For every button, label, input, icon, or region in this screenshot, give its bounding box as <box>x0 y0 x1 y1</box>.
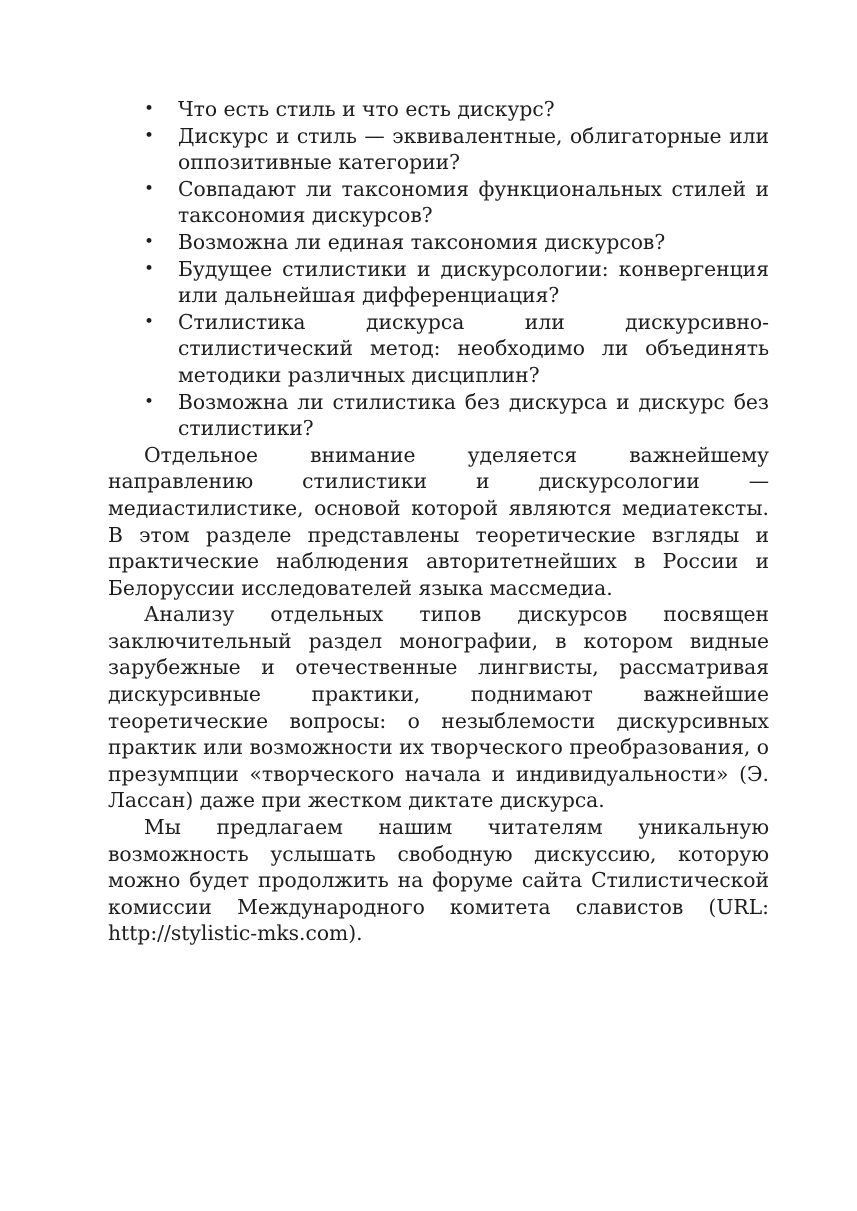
list-item <box>108 96 769 123</box>
bullet-icon: • <box>143 311 155 332</box>
bullet-icon: • <box>143 99 155 119</box>
list-item <box>108 309 769 389</box>
list-item <box>108 229 769 256</box>
bullet-icon: • <box>143 231 155 252</box>
list-item <box>108 389 769 442</box>
paragraph-mediastylistics: Отдельное внимание уделяется важнейшему направлению стилистики и дискурсологии — медиастилистике, основой которой являются медиатексты. В этом разделе представлены теоретические взгляды и практические наблюдения авторитетнейших в России и Белоруссии исследователей языка массмедиа. <box>108 442 769 600</box>
list-item-text: Совпадают ли таксономия функциональных стилей и таксономия дискурсов? <box>178 176 769 228</box>
bullet-icon: • <box>143 391 155 412</box>
question-list <box>108 96 769 442</box>
list-item-text: Возможна ли стилистика без дискурса и дискурс без стилистики? <box>178 389 769 441</box>
bullet-icon: • <box>143 125 155 146</box>
paragraph-discourse-types: Анализу отдельных типов дискурсов посвящен заключительный раздел монографии, в котором видные зарубежные и отечественные лингвисты, рассматривая дискурсивные практики, поднимают важнейшие теоретические вопросы: о незыблемости дискурсивных практик или возможности их творческого преобразования, о презумпции «творческого начала и индивидуальности» (Э. Лассан) даже при жестком диктате дискурса. <box>108 602 769 813</box>
list-item <box>108 123 769 176</box>
page-body <box>108 96 769 947</box>
list-item-text: Дискурс и стиль — эквивалентные, облигаторные или оппозитивные категории? <box>178 123 769 175</box>
list-item-text: Стилистика дискурса или дискурсивно-стилистический метод: необходимо ли объединять методики различных дисциплин? <box>178 309 769 387</box>
list-item-text: Возможна ли единая таксономия дискурсов? <box>178 229 666 254</box>
paragraph-invitation: Мы предлагаем нашим читателям уникальную возможность услышать свободную дискуссию, которую можно будет продолжить на форуме сайта Стилистической комиссии Международного комитета славистов (URL: http://stylistic-mks.com). <box>108 815 769 946</box>
list-item-text: Будущее стилистики и дискурсологии: конвергенция или дальнейшая дифференциация? <box>178 256 769 308</box>
bullet-icon: • <box>143 178 155 199</box>
list-item <box>108 256 769 309</box>
bullet-icon: • <box>143 258 155 279</box>
list-item <box>108 176 769 229</box>
list-item-text: Что есть стиль и что есть дискурс? <box>178 97 555 121</box>
